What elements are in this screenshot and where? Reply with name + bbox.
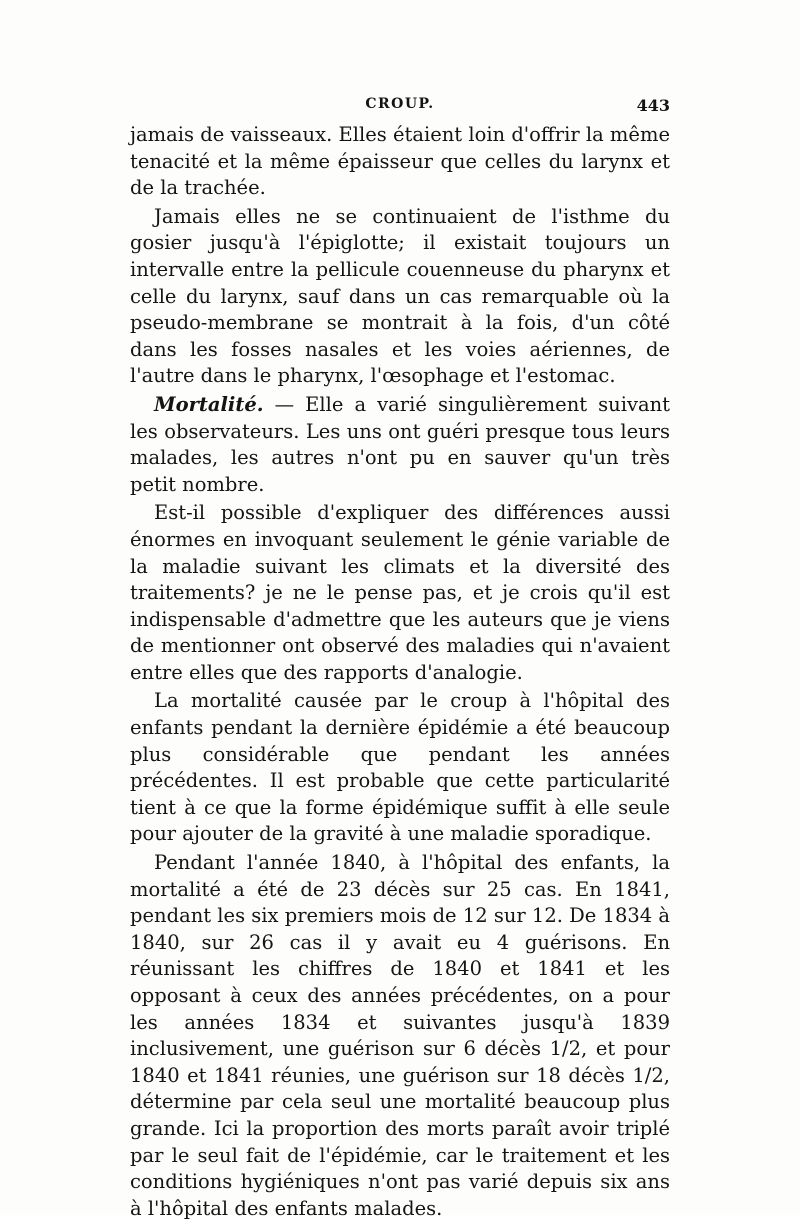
running-title: CROUP. [365, 96, 435, 112]
section-run-in-heading: Mortalité. [154, 392, 264, 416]
paragraph-text: Est-il possible d'expliquer des différences aussi énormes en invoquant seulement le génie variable de la maladie suivant les climats et la diversité des traitements? je ne le pense pas, et je crois qu'il est indispensable d'admettre que les auteurs que je viens de mentionner ont observé des maladies qui n'avaient entre elles que des rapports d'analogie. [130, 501, 670, 684]
paragraph-text: jamais de vaisseaux. Elles étaient loin d'offrir la même tenacité et la même épaisseur que celles du larynx et de la trachée. [130, 123, 670, 200]
paragraph-text: — Elle a varié singulièrement suivant les observateurs. Les uns ont guéri presque tous leurs malades, les autres n'ont pu en sauver qu'un très petit nombre. [130, 392, 670, 496]
paragraph-differences [130, 500, 670, 686]
paragraph-mortalite [130, 392, 670, 498]
paragraph-continuation [130, 122, 670, 202]
page-number: 443 [636, 96, 670, 115]
paragraph-text: La mortalité causée par le croup à l'hôpital des enfants pendant la dernière épidémie a été beaucoup plus considérable que pendant les années précédentes. Il est probable que cette particularité tient à ce que la forme épidémique suffit à elle seule pour ajouter de la gravité à une maladie sporadique. [130, 689, 670, 846]
running-header [130, 96, 670, 120]
paragraph-text: Pendant l'année 1840, à l'hôpital des enfants, la mortalité a été de 23 décès sur 25 cas. En 1841, pendant les six premiers mois de 12 sur 12. De 1834 à 1840, sur 26 cas il y avait eu 4 guérisons. En réunissant les chiffres de 1840 et 1841 et les opposant à ceux des années précédentes, on a pour les années 1834 et suivantes jusqu'à 1839 inclusivement, une guérison sur 6 décès 1/2, et pour 1840 et 1841 réunies, une guérison sur 18 décès 1/2, détermine par cela seul une mortalité beaucoup plus grande. Ici la proportion des morts paraît avoir triplé par le seul fait de l'épidémie, car le traitement et les conditions hygiéniques n'ont pas varié depuis six ans à l'hôpital des enfants malades. [130, 851, 670, 1220]
paragraph-text: Jamais elles ne se continuaient de l'isthme du gosier jusqu'à l'épiglotte; il existait toujours un intervalle entre la pellicule couenneuse du pharynx et celle du larynx, sauf dans un cas remarquable où la pseudo-membrane se montrait à la fois, d'un côté dans les fosses nasales et les voies aériennes, de l'autre dans le pharynx, l'œsophage et l'estomac. [130, 204, 670, 388]
body-text [130, 122, 670, 1224]
paragraph-statistics [130, 850, 670, 1222]
paragraph-pseudo-membrane [130, 204, 670, 390]
paragraph-epidemie [130, 688, 670, 848]
